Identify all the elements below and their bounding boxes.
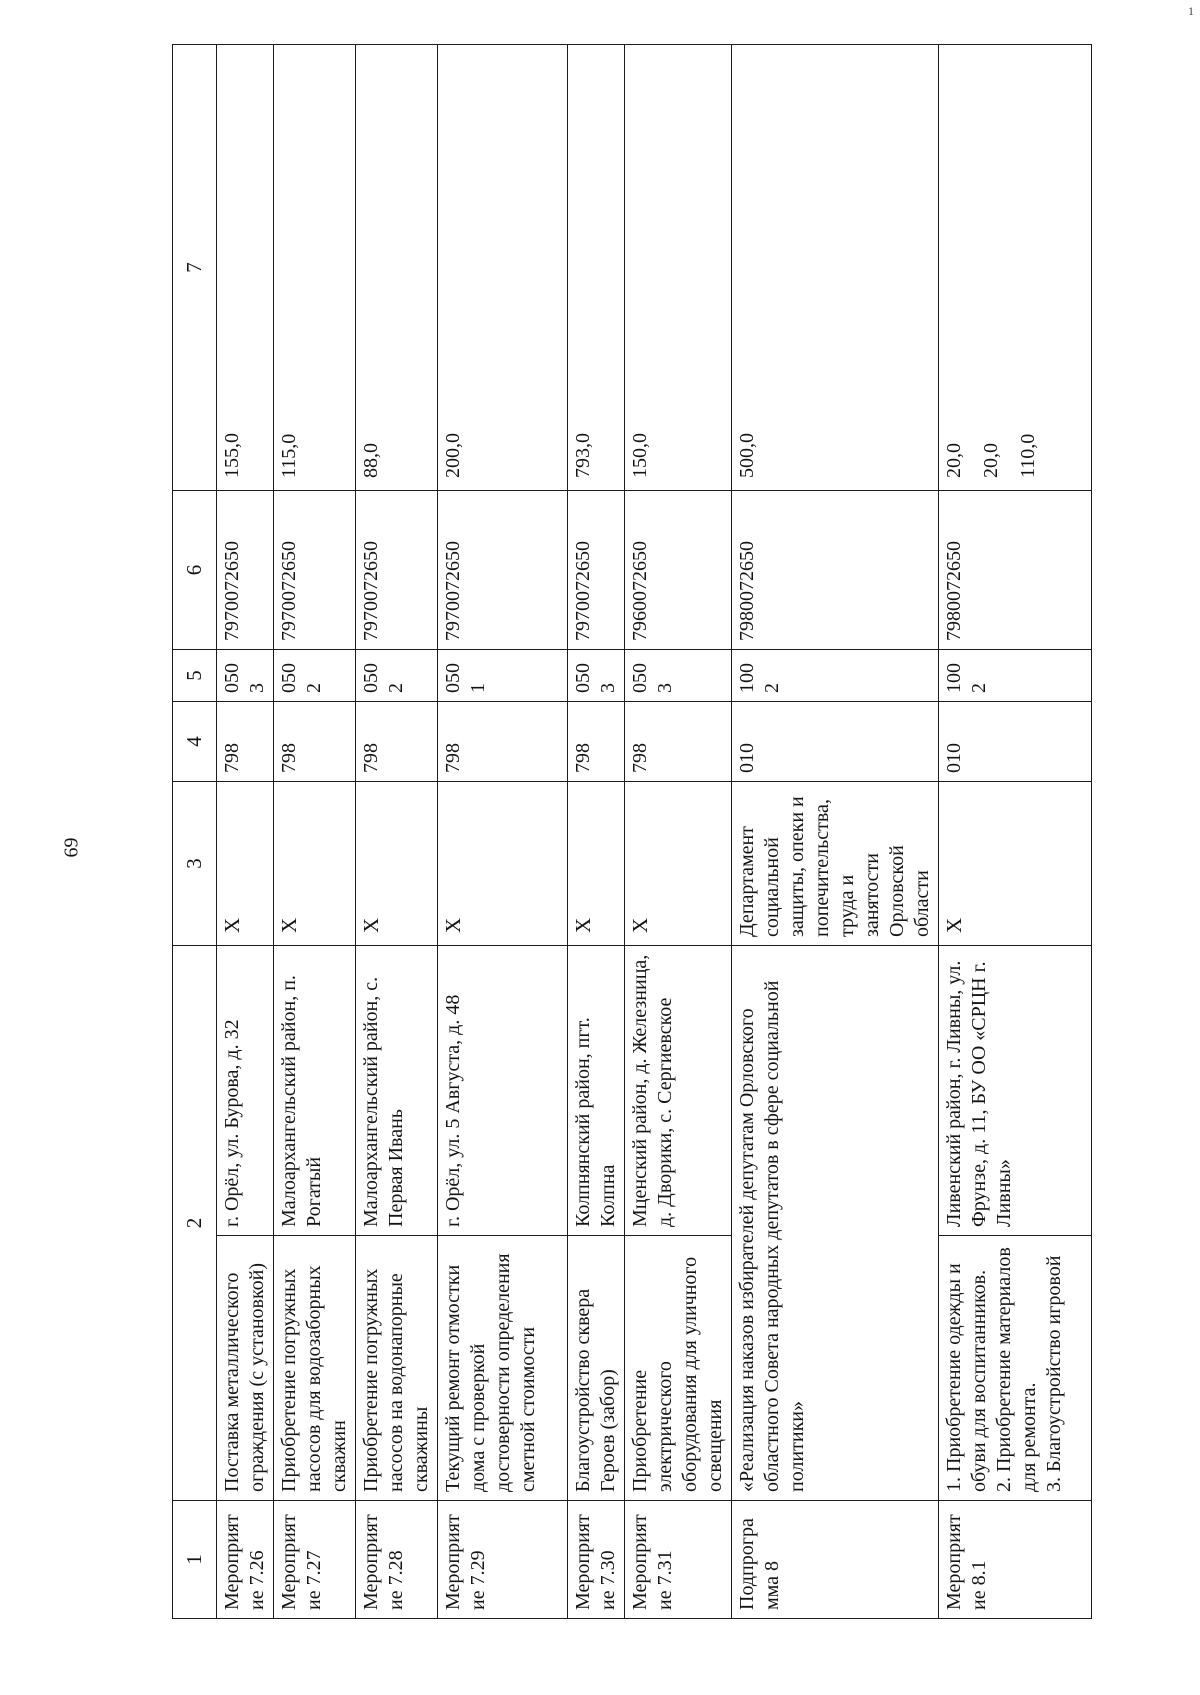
measure-id: Мероприятие 7.31 <box>625 1501 732 1619</box>
budget-table <box>172 44 1092 1619</box>
measure-address: Колпнянский район, пгт. Колпна <box>568 946 625 1236</box>
target-article: 7960072650 <box>625 491 732 650</box>
amount: 20,0 <box>943 443 965 478</box>
section-code: 0503 <box>625 650 732 702</box>
target-article: 7970072650 <box>438 491 568 650</box>
ministry-code: 798 <box>438 702 568 782</box>
amount-list <box>939 45 1092 491</box>
measure-id: Мероприятие 7.29 <box>438 1501 568 1619</box>
section-code: 0501 <box>438 650 568 702</box>
table-row <box>625 45 732 1619</box>
measure-address: г. Орёл, ул. Бурова, д. 32 <box>217 946 274 1236</box>
ministry-code: 010 <box>939 702 1092 782</box>
measure-name: Приобретение погружных насосов на водонапорные скважины <box>356 1236 438 1501</box>
executor-cell: X <box>438 782 568 946</box>
amount: 500,0 <box>732 45 939 491</box>
amount: 88,0 <box>356 45 438 491</box>
amount: 150,0 <box>625 45 732 491</box>
section-code: 1002 <box>939 650 1092 702</box>
column-header: 7 <box>173 45 217 491</box>
header-row <box>173 45 217 1619</box>
table-row <box>939 45 1092 1619</box>
ministry-code: 798 <box>274 702 356 782</box>
measure-id: Мероприятие 7.27 <box>274 1501 356 1619</box>
section-code: 0502 <box>274 650 356 702</box>
measure-address: г. Орёл, ул. 5 Августа, д. 48 <box>438 946 568 1236</box>
measure-address: Малоархангельский район, с. Первая Ивань <box>356 946 438 1236</box>
measure-item: 2. Приобретение материалов для ремонта. <box>993 1247 1040 1492</box>
executor-cell: X <box>217 782 274 946</box>
amount: 793,0 <box>568 45 625 491</box>
rotated-table-wrapper <box>172 45 1092 1619</box>
measure-item: 1. Приобретение одежды и обуви для воспитанников. <box>943 1263 990 1492</box>
measure-name: Приобретение погружных насосов для водозаборных скважин <box>274 1236 356 1501</box>
ministry-code: 798 <box>217 702 274 782</box>
measure-item: 3. Благоустройство игровой <box>1043 1255 1065 1492</box>
section-code: 0503 <box>568 650 625 702</box>
corner-mark: 1 <box>1188 4 1194 18</box>
measure-id: Мероприятие 7.30 <box>568 1501 625 1619</box>
target-article: 7970072650 <box>356 491 438 650</box>
subprogram-executor: Департамент социальной защиты, опеки и попечительства, труда и занятости Орловской области <box>732 782 939 946</box>
column-header: 6 <box>173 491 217 650</box>
measure-id: Мероприятие 7.28 <box>356 1501 438 1619</box>
measure-address: Малоархангельский район, п. Рогатый <box>274 946 356 1236</box>
executor-cell: X <box>356 782 438 946</box>
measure-name: Поставка металлического ограждения (с установкой) <box>217 1236 274 1501</box>
executor-cell: X <box>939 782 1092 946</box>
target-article: 7970072650 <box>217 491 274 650</box>
measure-id: Мероприятие 7.26 <box>217 1501 274 1619</box>
table-row <box>438 45 568 1619</box>
target-article: 7970072650 <box>274 491 356 650</box>
amount: 200,0 <box>438 45 568 491</box>
measure-name: Благоустройство сквера Героев (забор) <box>568 1236 625 1501</box>
measure-items <box>939 1236 1092 1501</box>
table-row <box>274 45 356 1619</box>
executor-cell: X <box>625 782 732 946</box>
amount: 110,0 <box>1017 433 1039 478</box>
executor-cell: X <box>568 782 625 946</box>
target-article: 7980072650 <box>939 491 1092 650</box>
ministry-code: 798 <box>625 702 732 782</box>
table-row <box>356 45 438 1619</box>
subprogram-name: «Реализация наказов избирателей депутатам Орловского областного Совета народных депутатов в сфере социальной политики» <box>732 946 939 1501</box>
measure-address: Мценский район, д. Железница, д. Дворики, с. Сергиевское <box>625 946 732 1236</box>
page-number: 69 <box>60 837 83 858</box>
ministry-code: 798 <box>356 702 438 782</box>
amount: 155,0 <box>217 45 274 491</box>
table-row <box>217 45 274 1619</box>
column-header: 4 <box>173 702 217 782</box>
ministry-code: 010 <box>732 702 939 782</box>
target-article: 7970072650 <box>568 491 625 650</box>
column-header: 3 <box>173 782 217 946</box>
section-code: 0502 <box>356 650 438 702</box>
table-row <box>568 45 625 1619</box>
executor-cell: X <box>274 782 356 946</box>
subprogram-row <box>732 45 939 1619</box>
amount: 20,0 <box>980 443 1002 478</box>
column-header: 5 <box>173 650 217 702</box>
measure-address: Ливенский район, г. Ливны, ул. Фрунзе, д. 11, БУ ОО «СРЦН г. Ливны» <box>939 946 1092 1236</box>
subprogram-id: Подпрограмма 8 <box>732 1501 939 1619</box>
measure-id: Мероприятие 8.1 <box>939 1501 1092 1619</box>
section-code: 0503 <box>217 650 274 702</box>
column-header: 2 <box>173 946 217 1501</box>
column-header: 1 <box>173 1501 217 1619</box>
amount: 115,0 <box>274 45 356 491</box>
measure-name: Приобретение электрического оборудования для уличного освещения <box>625 1236 732 1501</box>
target-article: 7980072650 <box>732 491 939 650</box>
section-code: 1002 <box>732 650 939 702</box>
measure-name: Текущий ремонт отмостки дома с проверкой достоверности определения сметной стоимости <box>438 1236 568 1501</box>
ministry-code: 798 <box>568 702 625 782</box>
